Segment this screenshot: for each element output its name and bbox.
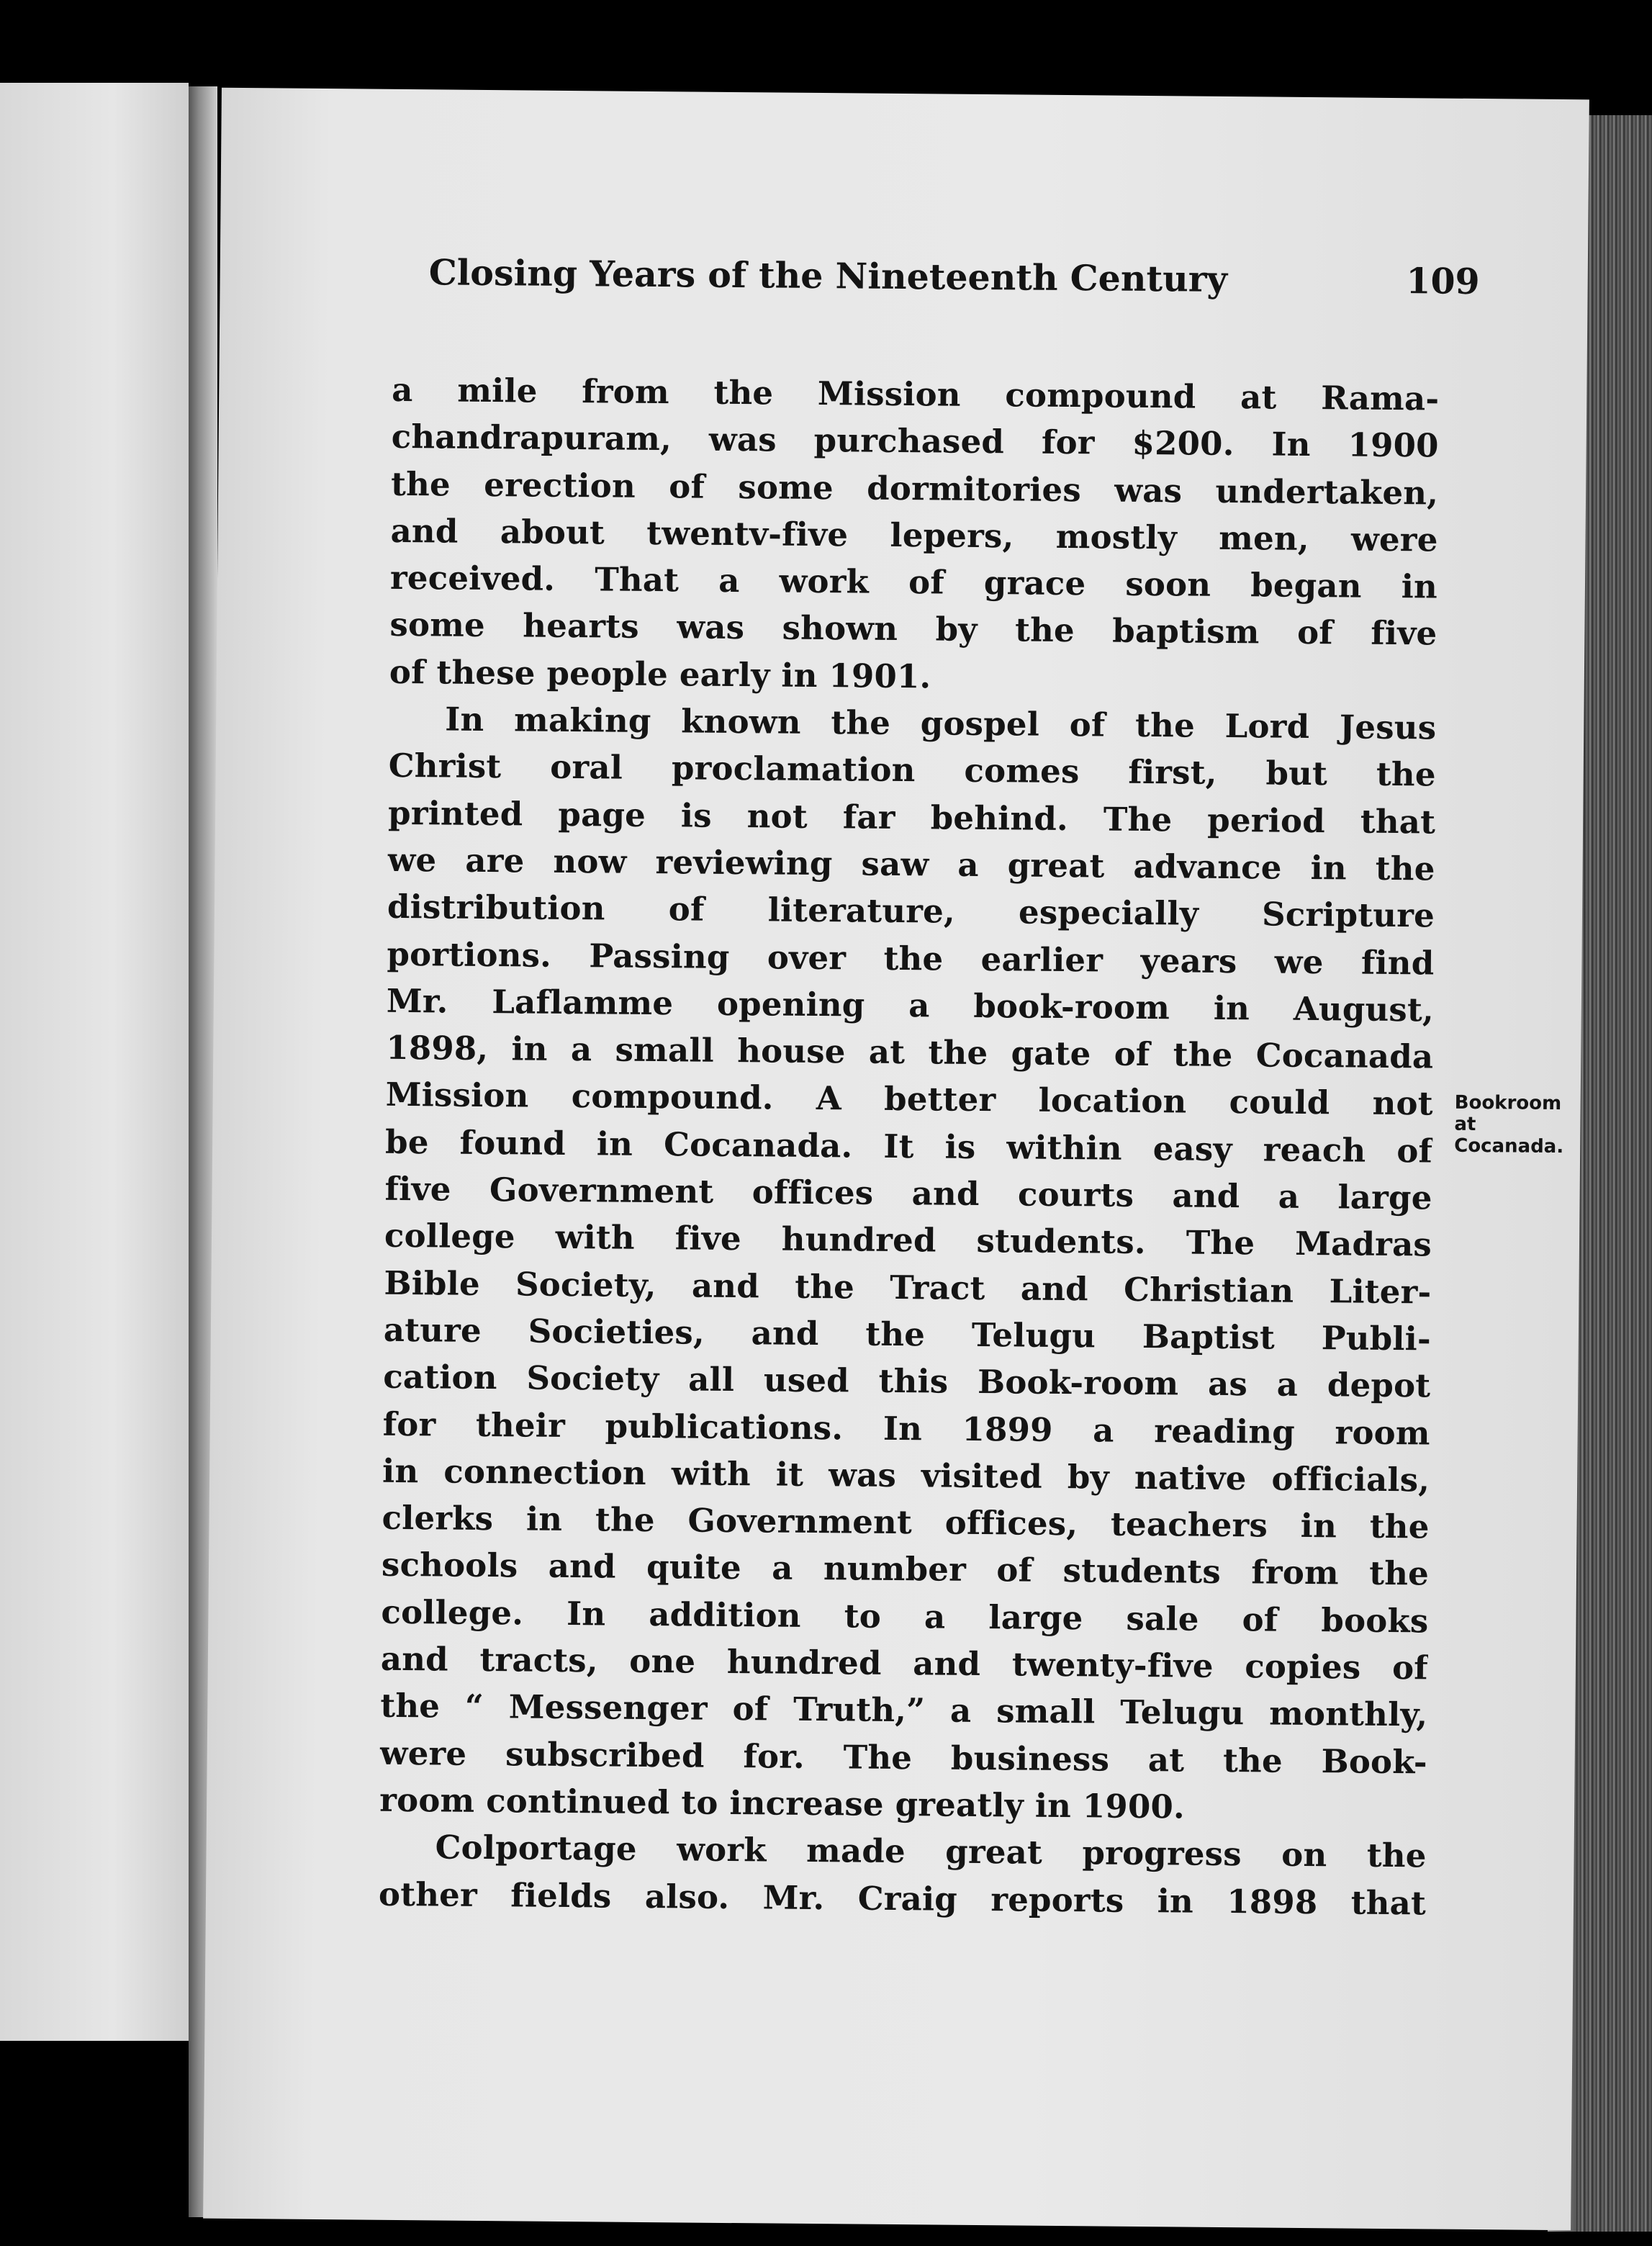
text-line: college. In addition to a large sale of books: [381, 1592, 1429, 1641]
text-line: chandrapuram, was purchased for $200. In 1900: [391, 418, 1439, 465]
facing-page: [0, 83, 189, 2041]
text-line: Mr. Laflamme opening a book-room in August,: [386, 981, 1435, 1029]
text-line: the “ Messenger of Truth,” a small Telugu monthly,: [380, 1687, 1428, 1734]
text-line: In making known the gospel of the Lord Jesus: [445, 700, 1437, 747]
body-text: [379, 366, 1440, 1926]
running-head-title: Closing Years of the Nineteenth Century: [428, 251, 1228, 300]
text-line: received. That a work of grace soon began in: [389, 559, 1438, 606]
text-line: the erection of some dormitories was undertaken,: [390, 464, 1439, 513]
text-line: for their publications. In 1899 a reading room: [382, 1404, 1430, 1453]
text-line: five Government offices and courts and a large: [384, 1169, 1432, 1217]
page-edges: [1576, 115, 1652, 2232]
text-line: distribution of literature, especially Scripture: [387, 888, 1435, 935]
text-line: be found in Cocanada. It is within easy reach of: [384, 1122, 1433, 1171]
text-line: Bible Society, and the Tract and Christian Liter-: [384, 1263, 1432, 1312]
text-line: a mile from the Mission compound at Rama-: [392, 370, 1440, 418]
text-line: we are now reviewing saw a great advance in the: [387, 840, 1435, 888]
text-line: clerks in the Government offices, teachers in the: [382, 1498, 1430, 1546]
margin-note: [1454, 1092, 1564, 1158]
text-line: schools and quite a number of students from the: [381, 1546, 1430, 1593]
text-line: printed page is not far behind. The period that: [387, 793, 1436, 842]
margin-note-line: Bookroom: [1454, 1091, 1562, 1115]
book-page: [203, 88, 1589, 2230]
text-line: Colportage work made great progress on the: [435, 1828, 1427, 1875]
page-number: 109: [1406, 260, 1480, 303]
text-line: some hearts was shown by the baptism of five: [389, 605, 1437, 654]
text-line: Christ oral proclamation comes first, but the: [388, 747, 1436, 794]
text-line: and tracts, one hundred and twenty-five copies of: [380, 1639, 1429, 1687]
margin-note-line: at: [1454, 1113, 1476, 1136]
text-line: were subscribed for. The business at the Book-: [379, 1733, 1427, 1782]
text-line: and about twentv-five lepers, mostly men, were: [390, 511, 1438, 559]
text-line: 1898, in a small house at the gate of the Cocanada: [386, 1028, 1434, 1076]
text-line: ature Societies, and the Telugu Baptist Publi-: [383, 1310, 1432, 1358]
margin-note-line: Cocanada.: [1454, 1135, 1564, 1158]
text-line: of these people early in 1901.: [389, 652, 931, 696]
text-line: Mission compound. A better location could not: [385, 1075, 1433, 1123]
text-line: in connection with it was visited by native officials,: [382, 1451, 1430, 1499]
text-line: cation Society all used this Book-room as a depot: [383, 1358, 1431, 1405]
running-head: [428, 251, 1479, 302]
text-line: room continued to increase greatly in 1900.: [379, 1780, 1186, 1826]
text-line: other fields also. Mr. Craig reports in 1898 that: [378, 1875, 1427, 1922]
text-line: college with five hundred students. The Madras: [384, 1217, 1432, 1264]
text-line: portions. Passing over the earlier years we find: [387, 934, 1435, 983]
